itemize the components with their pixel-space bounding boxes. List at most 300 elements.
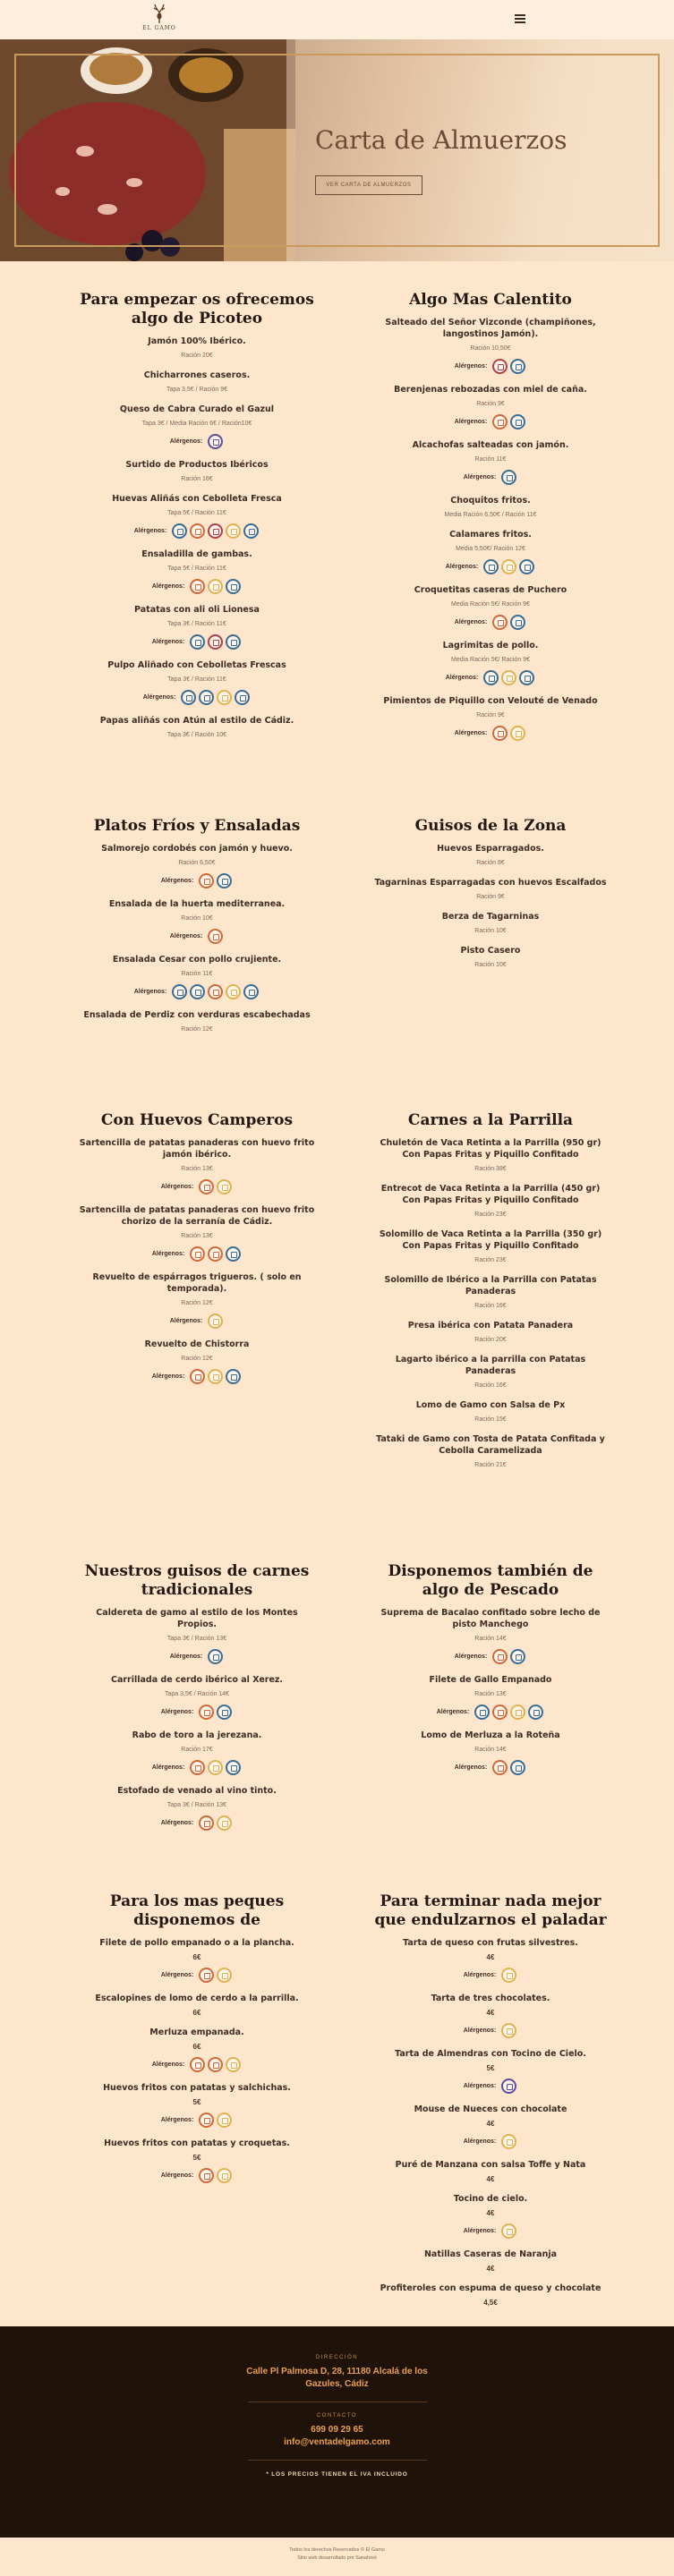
item-name: Berenjenas rebozadas con miel de caña. [394, 385, 587, 395]
allergens-label: Alérgenos: [160, 2172, 194, 2179]
allergens-row [79, 1703, 315, 1721]
allergens-row [79, 2166, 315, 2184]
section-peques [79, 1892, 315, 2193]
item-price: Ración 12€ [181, 1026, 213, 1033]
section-title: Para terminar nada mejor que endulzarnos el paladar [374, 1892, 607, 1929]
egg-allergen-icon [190, 579, 205, 594]
item-price: Tapa 5€ / Ración 11€ [167, 565, 226, 572]
item-price: Ración 9€ [476, 894, 505, 900]
item-price: Tapa 3,5€ / Ración 9€ [166, 387, 228, 393]
milk-allergen-icon [190, 984, 205, 999]
item-name: Lomo de Merluza a la Roteña [421, 1730, 560, 1740]
item-price: 4€ [486, 2120, 495, 2128]
menu-item [372, 695, 609, 742]
egg-allergen-icon [492, 414, 508, 429]
item-name: Chicharrones caseros. [143, 370, 251, 380]
allergens-label: Alérgenos: [436, 1708, 470, 1715]
menu-item [372, 945, 609, 970]
allergens-row [79, 982, 315, 1000]
footer [0, 2326, 674, 2538]
menu-item [79, 1607, 315, 1665]
menu-item [79, 459, 315, 484]
egg-allergen-icon [190, 2057, 205, 2072]
menu-item [79, 898, 315, 945]
allergens-label: Alérgenos: [445, 674, 479, 681]
allergens-row [372, 1966, 609, 1984]
item-name: Suprema de Bacalao confitado sobre lecho de pisto Manchego [380, 1608, 601, 1629]
allergens-row [372, 1647, 609, 1665]
item-price: 4€ [486, 2009, 495, 2017]
section-pescado [372, 1562, 609, 1785]
item-price: Tapa 5€ / Ración 11€ [167, 510, 226, 516]
item-price: 4,5€ [483, 2299, 498, 2307]
allergens-label: Alérgenos: [133, 988, 167, 995]
fish-allergen-icon [217, 1705, 232, 1720]
gluten-allergen-icon [226, 523, 241, 539]
item-name: Rabo de toro a la jerezana. [132, 1730, 262, 1740]
item-name: Filete de Gallo Empanado [429, 1675, 552, 1685]
menu-item [79, 659, 315, 706]
fish-allergen-icon [510, 1760, 525, 1775]
allergens-row [372, 724, 609, 742]
allergens-row [79, 633, 315, 650]
allergens-label: Alérgenos: [151, 1764, 185, 1771]
menu-item [79, 1204, 315, 1262]
item-price: Ración 15€ [474, 1416, 507, 1423]
menu-item [79, 1937, 315, 1984]
item-price: Tapa 3€ / Ración 13€ [166, 1636, 227, 1642]
egg-allergen-icon [199, 2113, 214, 2128]
egg-allergen-icon [190, 523, 205, 539]
item-name: Merluza empanada. [149, 2028, 244, 2037]
menu-item [79, 336, 315, 361]
item-price: Tapa 3€ / Ración 11€ [167, 676, 226, 683]
gluten-allergen-icon [226, 984, 241, 999]
item-price: 6€ [192, 2043, 201, 2051]
item-price: Ración 11€ [181, 971, 213, 977]
section-title: Algo Mas Calentito [409, 291, 572, 309]
item-name: Pisto Casero [460, 946, 521, 956]
menu-item [79, 954, 315, 1000]
hamburger-icon[interactable] [515, 14, 525, 23]
menu-item [79, 2082, 315, 2129]
allergens-row [372, 2077, 609, 2095]
item-name: Patatas con ali oli Lionesa [134, 605, 260, 615]
menu-item [79, 604, 315, 650]
milk-allergen-icon [483, 559, 499, 574]
menu-item [372, 877, 609, 902]
menu-item [79, 1785, 315, 1832]
item-price: Ración 21€ [474, 1462, 507, 1468]
copyright [0, 2546, 674, 2563]
milk-allergen-icon [474, 1705, 490, 1720]
allergens-row [372, 412, 609, 430]
allergens-label: Alérgenos: [133, 527, 167, 534]
item-name: Huevos fritos con patatas y salchichas. [103, 2083, 291, 2093]
item-price: Ración 12€ [181, 1356, 213, 1362]
allergens-label: Alérgenos: [454, 1653, 488, 1660]
item-price: 6€ [192, 2009, 201, 2017]
item-name: Mouse de Nueces con chocolate [414, 2104, 567, 2114]
item-name: Tocino de cielo. [453, 2194, 528, 2204]
egg-allergen-icon [208, 929, 223, 944]
menu-item [372, 1137, 609, 1174]
allergens-row [372, 2132, 609, 2150]
mollusc-allergen-icon [501, 2079, 516, 2094]
egg-allergen-icon [492, 1705, 508, 1720]
crust-allergen-icon [492, 359, 508, 374]
item-name: Estofado de venado al vino tinto. [117, 1786, 277, 1796]
allergens-label: Alérgenos: [463, 2082, 497, 2089]
fish-allergen-icon [217, 873, 232, 888]
menu-item [79, 548, 315, 595]
gluten-allergen-icon [501, 559, 516, 574]
item-name: Tataki de Gamo con Tosta de Patata Confitada y Cebolla Caramelizada [376, 1434, 605, 1456]
item-name: Carrillada de cerdo ibérico al Xerez. [110, 1675, 284, 1685]
allergens-row [79, 688, 315, 706]
allergens-label: Alérgenos: [454, 1764, 488, 1771]
allergens-label: Alérgenos: [160, 1708, 194, 1715]
allergens-row [79, 927, 315, 945]
item-name: Solomillo de Ibérico a la Parrilla con Patatas Panaderas [384, 1275, 597, 1297]
menu-item [372, 911, 609, 936]
item-price: Ración 10€ [181, 915, 213, 922]
allergens-row [372, 613, 609, 631]
menu-item [372, 2193, 609, 2240]
item-price: Ración 17€ [181, 1747, 213, 1753]
egg-allergen-icon [208, 984, 223, 999]
egg-allergen-icon [208, 2057, 223, 2072]
item-price: Ración 10€ [474, 962, 507, 968]
item-name: Calamares fritos. [449, 530, 532, 540]
allergens-row [372, 468, 609, 486]
item-name: Papas aliñás con Atún al estilo de Cádiz. [99, 716, 294, 726]
item-name: Lagrimitas de pollo. [442, 641, 539, 650]
item-price: Tapa 3€ / Ración 11€ [167, 621, 226, 627]
fish-allergen-icon [226, 1369, 241, 1384]
vat-note: * LOS PRECIOS TIENEN EL IVA INCLUIDO [266, 2471, 408, 2478]
allergens-label: Alérgenos: [169, 1653, 203, 1660]
item-name: Entrecot de Vaca Retinta a la Parrilla (450 gr) Con Papas Fritas y Piquillo Confitado [380, 1184, 601, 1205]
allergens-row [372, 557, 609, 575]
item-name: Caldereta de gamo al estilo de los Montes Propios. [96, 1608, 298, 1629]
menu-item [372, 529, 609, 575]
egg-allergen-icon [199, 1179, 214, 1194]
crust-allergen-icon [208, 634, 223, 650]
fish-allergen-icon [243, 523, 259, 539]
section-title: Carnes a la Parrilla [407, 1111, 574, 1129]
logo-text: EL GAMO [142, 25, 176, 31]
egg-allergen-icon [199, 873, 214, 888]
item-name: Ensalada de Perdiz con verduras escabechadas [83, 1010, 311, 1020]
fish-allergen-icon [510, 1649, 525, 1664]
item-name: Sartencilla de patatas panaderas con huevo frito jamón ibérico. [79, 1138, 315, 1160]
gluten-allergen-icon [217, 690, 232, 705]
allergens-row [372, 2222, 609, 2240]
menu-item [372, 2249, 609, 2274]
item-price: Media Ración 5€/ Ración 9€ [451, 657, 530, 663]
menu-item [79, 843, 315, 889]
item-name: Lagarto ibérico a la parrilla con Patatas Panaderas [395, 1355, 586, 1376]
fish-allergen-icon [243, 984, 259, 999]
fish-allergen-icon [226, 579, 241, 594]
item-name: Profiteroles con espuma de queso y chocolate [380, 2283, 601, 2293]
gluten-allergen-icon [217, 1815, 232, 1831]
egg-allergen-icon [199, 1815, 214, 1831]
item-price: 6€ [192, 1953, 201, 1961]
menu-item [79, 1137, 315, 1195]
item-name: Pulpo Aliñado con Cebolletas Frescas [107, 660, 286, 670]
gluten-allergen-icon [208, 1369, 223, 1384]
item-name: Alcachofas salteadas con jamón. [412, 440, 569, 450]
section-postres [372, 1892, 609, 2317]
allergens-label: Alérgenos: [151, 582, 185, 590]
menu-item [372, 843, 609, 868]
fish-allergen-icon [510, 359, 525, 374]
allergens-label: Alérgenos: [454, 418, 488, 425]
item-name: Escalopines de lomo de cerdo a la parrilla. [95, 1994, 299, 2003]
milk-allergen-icon [181, 690, 196, 705]
item-price: Media 5,50€/ Ración 12€ [456, 546, 525, 552]
fish-allergen-icon [519, 670, 534, 685]
item-price: Ración 23€ [474, 1257, 507, 1263]
item-name: Ensaladilla de gambas. [141, 549, 252, 559]
allergens-row [79, 577, 315, 595]
section-huevos-camperos [79, 1111, 315, 1394]
allergens-label: Alérgenos: [454, 729, 488, 736]
menu-item [372, 1399, 609, 1424]
allergens-label: Alérgenos: [151, 2061, 185, 2068]
menu-item [79, 1339, 315, 1385]
item-price: Tapa 3€ / Ración 10€ [166, 732, 227, 738]
item-name: Surtido de Productos Ibéricos [125, 460, 269, 470]
fish-allergen-icon [226, 1246, 241, 1262]
egg-allergen-icon [190, 1760, 205, 1775]
allergens-label: Alérgenos: [169, 1317, 203, 1324]
egg-allergen-icon [208, 1246, 223, 1262]
item-name: Puré de Manzana con salsa Toffe y Nata [395, 2160, 586, 2170]
menu-item [79, 2138, 315, 2184]
item-name: Croquetitas caseras de Puchero [414, 585, 567, 595]
egg-allergen-icon [190, 1246, 205, 1262]
menu-item [372, 1607, 609, 1665]
view-menu-button[interactable]: VER CARTA DE ALMUERZOS [315, 175, 422, 195]
item-price: Ración 11€ [474, 456, 507, 463]
allergens-label: Alérgenos: [160, 2116, 194, 2123]
milk-allergen-icon [172, 984, 187, 999]
allergens-label: Alérgenos: [463, 2227, 497, 2234]
gluten-allergen-icon [217, 1179, 232, 1194]
egg-allergen-icon [199, 1705, 214, 1720]
menu-item [372, 1354, 609, 1390]
item-name: Presa ibérica con Patata Panadera [407, 1321, 574, 1331]
allergens-label: Alérgenos: [160, 877, 194, 884]
menu-item [372, 384, 609, 430]
fish-allergen-icon [226, 1760, 241, 1775]
gluten-allergen-icon [217, 2168, 232, 2183]
menu-item [79, 404, 315, 450]
developer-credit[interactable]: Sitio web desarrollado por Sanaheet [297, 2555, 377, 2561]
section-title: Para empezar os ofrecemos algo de Picoteo [80, 291, 314, 327]
allergens-label: Alérgenos: [454, 618, 488, 625]
item-price: Ración 10€ [474, 928, 507, 934]
menu-item [372, 640, 609, 686]
item-price: Ración 20€ [474, 1337, 507, 1343]
allergens-row [79, 871, 315, 889]
egg-allergen-icon [492, 1760, 508, 1775]
item-name: Tarta de queso con frutas silvestres. [403, 1938, 578, 1948]
item-name: Tarta de tres chocolates. [431, 1994, 550, 2003]
menu-item [79, 2027, 315, 2073]
gluten-allergen-icon [501, 1968, 516, 1983]
allergens-row [79, 2111, 315, 2129]
top-bar [0, 0, 674, 39]
gluten-allergen-icon [501, 2134, 516, 2149]
allergens-row [79, 1647, 315, 1665]
section-title: Con Huevos Camperos [100, 1111, 294, 1129]
item-price: Tapa 3€ / Ración 13€ [166, 1802, 227, 1808]
item-price: Ración 12€ [181, 1300, 213, 1306]
item-price: Ración 14€ [474, 1747, 507, 1753]
gluten-allergen-icon [208, 1314, 223, 1329]
allergens-row [372, 668, 609, 686]
allergens-label: Alérgenos: [151, 1250, 185, 1257]
item-name: Jamón 100% Ibérico. [148, 336, 246, 346]
allergens-label: Alérgenos: [463, 2138, 497, 2145]
item-name: Pimientos de Piquillo con Velouté de Venado [383, 696, 598, 706]
allergens-label: Alérgenos: [463, 2027, 497, 2034]
menu-item [79, 1271, 315, 1330]
allergens-row [79, 1312, 315, 1330]
email-link[interactable]: info@ventadelgamo.com [284, 2437, 390, 2447]
menu-item [372, 1937, 609, 1984]
menu-item [372, 1433, 609, 1470]
item-name: Huevos Esparragados. [437, 844, 544, 854]
hero-title: Carta de Almuerzos [315, 125, 567, 155]
fish-allergen-icon [528, 1705, 543, 1720]
egg-allergen-icon [199, 1968, 214, 1983]
egg-allergen-icon [492, 1649, 508, 1664]
item-price: 5€ [486, 2064, 495, 2072]
menu-item [79, 493, 315, 540]
menu-item [372, 1993, 609, 2039]
item-name: Huevas Aliñás con Cebolleta Fresca [112, 494, 282, 504]
milk-allergen-icon [199, 690, 214, 705]
egg-allergen-icon [492, 726, 508, 741]
section-picoteo [79, 291, 315, 749]
item-name: Natillas Caseras de Naranja [423, 2249, 558, 2259]
item-price: Tapa 3,5€ / Ración 14€ [165, 1691, 229, 1697]
allergens-label: Alérgenos: [463, 1971, 497, 1978]
item-price: Ración 20€ [181, 353, 213, 359]
item-price: 4€ [486, 1953, 495, 1961]
item-price: 4€ [486, 2265, 495, 2273]
allergens-label: Alérgenos: [169, 438, 203, 445]
item-name: Ensalada Cesar con pollo crujiente. [112, 955, 282, 965]
menu-item [372, 1274, 609, 1311]
section-title: Disponemos también de algo de Pescado [388, 1562, 593, 1599]
item-price: Media Ración 6,50€ / Ración 11€ [444, 512, 537, 518]
egg-allergen-icon [199, 2168, 214, 2183]
item-name: Revuelto de Chistorra [144, 1339, 250, 1349]
allergens-row [79, 1966, 315, 1984]
allergens-label: Alérgenos: [169, 932, 203, 939]
contact-caption: CONTACTO [316, 2413, 358, 2419]
menu-item [372, 2048, 609, 2095]
item-price: Ración 13€ [181, 1166, 213, 1172]
gluten-allergen-icon [226, 2057, 241, 2072]
deer-logo-icon [150, 4, 168, 25]
allergens-label: Alérgenos: [454, 362, 488, 370]
item-name: Sartencilla de patatas panaderas con huevo frito chorizo de la serranía de Cádiz. [79, 1205, 315, 1227]
item-name: Berza de Tagarninas [441, 912, 540, 922]
allergens-row [79, 1245, 315, 1262]
item-name: Choquitos fritos. [450, 496, 531, 506]
item-name: Tagarninas Esparragadas con huevos Escalfados [374, 878, 607, 888]
allergens-row [79, 1758, 315, 1776]
menu-item [79, 1993, 315, 2018]
allergens-row [372, 2021, 609, 2039]
allergens-row [79, 1367, 315, 1385]
allergens-row [79, 1177, 315, 1195]
item-price: Ración 16€ [474, 1303, 507, 1309]
menu-item [372, 1228, 609, 1265]
phone-link[interactable]: 699 09 29 65 [311, 2425, 363, 2435]
gluten-allergen-icon [208, 579, 223, 594]
item-name: Ensalada de la huerta mediterranea. [108, 899, 286, 909]
allergens-label: Alérgenos: [151, 638, 185, 645]
menu-item [372, 495, 609, 520]
gluten-allergen-icon [217, 2113, 232, 2128]
mollusc-allergen-icon [208, 434, 223, 449]
item-price: Ración 38€ [474, 1166, 507, 1172]
section-title: Platos Fríos y Ensaladas [93, 817, 301, 835]
menu-item [79, 1674, 315, 1721]
item-price: Ración 8€ [476, 860, 505, 866]
section-calentito [372, 291, 609, 751]
menu-item [79, 715, 315, 740]
menu-item [372, 1183, 609, 1220]
item-name: Salteado del Señor Vizconde (champiñones, langostinos Jamón). [385, 318, 596, 339]
item-price: Ración 23€ [474, 1211, 507, 1218]
item-price: 4€ [486, 2209, 495, 2217]
allergens-row [79, 1814, 315, 1832]
menu-item [372, 1730, 609, 1776]
menu-item [372, 584, 609, 631]
logo[interactable] [141, 4, 177, 36]
milk-allergen-icon [172, 523, 187, 539]
milk-allergen-icon [483, 670, 499, 685]
gluten-allergen-icon [501, 670, 516, 685]
milk-allergen-icon [190, 634, 205, 650]
fish-allergen-icon [226, 634, 241, 650]
menu-item [372, 2283, 609, 2308]
section-platos-frios [79, 817, 315, 1043]
item-price: Ración 9€ [476, 401, 505, 407]
copyright-line: Todos los derechos Reservados © El Gamo [289, 2547, 385, 2553]
gluten-allergen-icon [217, 1968, 232, 1983]
item-price: Ración 16€ [474, 1382, 507, 1389]
allergens-row [372, 1758, 609, 1776]
item-price: Ración 13€ [474, 1691, 507, 1697]
menu-item [372, 1674, 609, 1721]
allergens-row [372, 357, 609, 375]
allergens-row [372, 1703, 609, 1721]
allergens-label: Alérgenos: [142, 693, 176, 701]
allergens-row [79, 522, 315, 540]
fish-allergen-icon [235, 690, 250, 705]
item-name: Salmorejo cordobés con jamón y huevo. [101, 844, 293, 854]
